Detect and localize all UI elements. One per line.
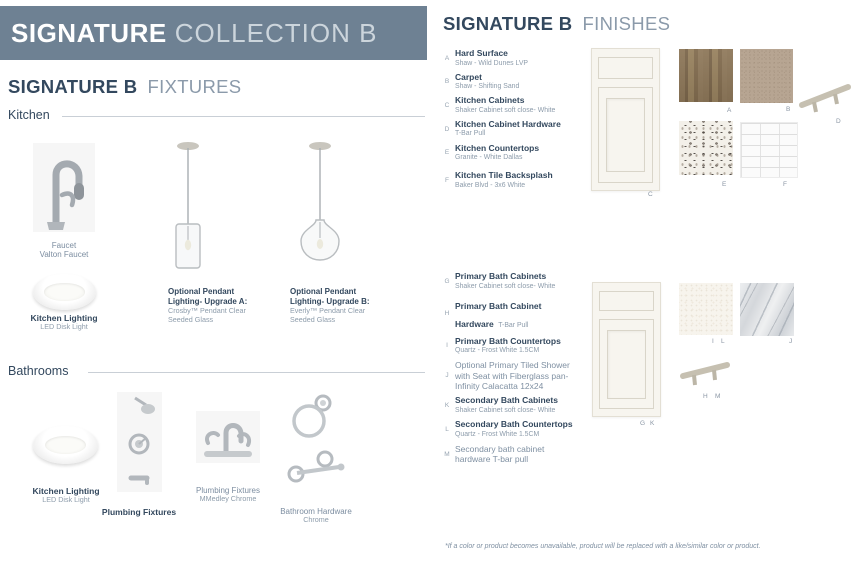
item-title: Kitchen Cabinets bbox=[455, 95, 525, 106]
carpet-swatch bbox=[740, 49, 793, 103]
item-title: Secondary Bath Countertops bbox=[455, 419, 573, 430]
list-item bbox=[443, 171, 579, 190]
kitchen-section-title: Kitchen bbox=[8, 108, 50, 122]
disk-light-lens bbox=[45, 436, 87, 454]
bath-lighting-line2: LED Disk Light bbox=[42, 495, 90, 505]
pendant-a-title: Optional Pendant Lighting- Upgrade A: bbox=[168, 287, 248, 306]
cabinet-door bbox=[598, 87, 653, 183]
subway-tile-swatch bbox=[740, 122, 798, 178]
swatch-label-j: J bbox=[789, 338, 793, 345]
item-subtitle: Shaker Cabinet soft close- White bbox=[455, 106, 556, 114]
item-subtitle: Baker Blvd - 3x6 White bbox=[455, 181, 526, 189]
item-title: Carpet bbox=[455, 71, 482, 82]
towel-ring-icon bbox=[286, 392, 338, 442]
item-subtitle: T-Bar Pull bbox=[455, 130, 486, 138]
cabinet-door-swatch-c bbox=[591, 48, 660, 191]
list-item bbox=[443, 73, 579, 92]
item-letter: K bbox=[444, 402, 450, 410]
list-item bbox=[443, 360, 579, 391]
swatch-label-i: I bbox=[712, 338, 714, 345]
list-item bbox=[443, 49, 579, 68]
tbar-pull-icon bbox=[679, 355, 731, 391]
list-item bbox=[443, 444, 579, 465]
pendant-b-title: Optional Pendant Lighting- Upgrade B: bbox=[290, 287, 370, 306]
pendant-a-image bbox=[163, 140, 213, 270]
item-letter: M bbox=[444, 450, 450, 458]
paper-holder-image bbox=[283, 450, 347, 490]
kitchen-lighting-line1: Kitchen Lighting bbox=[30, 313, 98, 323]
item-title: Optional Primary Tiled Shower with Seat with Fiberglass pan- Infinity Calacatta 12x24 bbox=[455, 360, 570, 392]
item-subtitle: T-Bar Pull bbox=[498, 321, 529, 329]
tbar-pull-swatch-hm bbox=[679, 355, 731, 391]
list-item bbox=[443, 337, 579, 356]
fixtures-heading bbox=[8, 76, 241, 98]
bath-hardware-line2: Chrome bbox=[303, 515, 329, 525]
item-letter: L bbox=[445, 425, 449, 433]
kitchen-rule bbox=[62, 116, 425, 117]
swatch-label-l: L bbox=[721, 338, 725, 345]
item-letter: C bbox=[444, 102, 450, 110]
cabinet-drawer bbox=[599, 291, 654, 311]
bath-faucet-line1: Plumbing Fixtures bbox=[195, 486, 261, 495]
swatch-label-a: A bbox=[727, 107, 732, 114]
pendant-a-caption bbox=[168, 287, 248, 324]
bath-faucet-caption bbox=[186, 486, 270, 504]
bath-faucet-icon bbox=[196, 411, 260, 463]
shower-caption bbox=[97, 507, 181, 517]
pendant-cylinder-icon bbox=[163, 140, 213, 270]
item-letter: E bbox=[444, 149, 450, 157]
faucet-icon bbox=[33, 143, 95, 232]
kitchen-lighting-line2: LED Disk Light bbox=[40, 322, 88, 332]
paper-holder-icon bbox=[283, 450, 347, 490]
item-letter: B bbox=[444, 78, 450, 86]
faucet-caption bbox=[18, 241, 110, 260]
item-title: Kitchen Tile Backsplash bbox=[455, 170, 553, 181]
finishes-heading bbox=[443, 13, 670, 35]
item-letter: H bbox=[444, 310, 450, 318]
bath-faucet-line2: MMedley Chrome bbox=[199, 494, 257, 504]
item-subtitle: Shaw - Shifting Sand bbox=[455, 83, 520, 91]
swatch-label-d: D bbox=[836, 118, 841, 125]
list-item bbox=[443, 296, 579, 332]
item-title: Kitchen Cabinet Hardware bbox=[455, 118, 561, 129]
item-subtitle: Granite - White Dallas bbox=[455, 154, 523, 162]
led-disk-light-image bbox=[33, 274, 96, 310]
item-title: Primary Bath Cabinet Hardware bbox=[455, 300, 542, 329]
bathrooms-section-title: Bathrooms bbox=[8, 364, 69, 378]
swatch-label-e: E bbox=[722, 181, 727, 188]
item-letter: J bbox=[445, 372, 449, 380]
shower-fixtures-image bbox=[117, 392, 162, 492]
pendant-b-image bbox=[294, 140, 346, 264]
collection-title-bold: SIGNATURE bbox=[11, 17, 167, 48]
bath-disk-light-image bbox=[33, 426, 98, 464]
marble-tile-swatch bbox=[740, 283, 794, 336]
tbar-pull-swatch-d bbox=[798, 79, 852, 119]
list-item bbox=[443, 420, 579, 439]
collection-title-light: COLLECTION B bbox=[174, 17, 378, 48]
finishes-heading-bold: SIGNATURE B bbox=[443, 13, 573, 34]
header-band bbox=[0, 6, 427, 60]
item-letter: D bbox=[444, 125, 450, 133]
item-title: Primary Bath Cabinets bbox=[455, 271, 547, 281]
list-item bbox=[443, 96, 579, 115]
cabinet-drawer bbox=[598, 57, 653, 78]
quartz-swatch bbox=[679, 283, 733, 335]
swatch-label-c: C bbox=[648, 191, 653, 198]
cabinet-door bbox=[599, 319, 654, 409]
swatch-label-b: B bbox=[786, 106, 791, 113]
item-title: Secondary Bath Cabinets bbox=[455, 395, 558, 406]
cabinet-panel bbox=[606, 98, 645, 171]
item-title: Kitchen Countertops bbox=[455, 142, 540, 153]
fixtures-heading-bold: SIGNATURE B bbox=[8, 76, 138, 97]
towel-ring-image bbox=[286, 392, 338, 442]
cabinet-panel bbox=[607, 330, 646, 399]
shower-caption-line1: Plumbing Fixtures bbox=[101, 507, 177, 517]
kitchen-lighting-caption bbox=[8, 313, 120, 332]
item-subtitle: Quartz - Frost White 1.5CM bbox=[455, 347, 540, 355]
availability-footnote: *If a color or product becomes unavailable, product will be replaced with a like/similar color or product. bbox=[445, 543, 761, 550]
list-item bbox=[443, 144, 579, 163]
kitchen-faucet-image bbox=[33, 143, 95, 232]
item-letter: A bbox=[444, 54, 450, 62]
disk-light-lens bbox=[44, 283, 84, 300]
item-subtitle: Shaker Cabinet soft close- White bbox=[455, 406, 556, 414]
item-title: Hard Surface bbox=[455, 48, 508, 58]
faucet-caption-line1: Faucet bbox=[51, 241, 77, 250]
item-subtitle: Quartz - Frost White 1.5CM bbox=[455, 430, 540, 438]
item-title: Primary Bath Countertops bbox=[455, 335, 561, 346]
finishes-list-baths bbox=[443, 272, 579, 464]
item-letter: F bbox=[445, 177, 449, 185]
swatch-label-m: M bbox=[715, 393, 721, 400]
swatch-label-h: H bbox=[703, 393, 708, 400]
tbar-pull-icon bbox=[798, 79, 852, 119]
list-item bbox=[443, 120, 579, 139]
wood-floor-swatch bbox=[679, 49, 733, 102]
item-title: Secondary bath cabinet hardware T-bar pull bbox=[455, 443, 545, 465]
finishes-list-kitchen bbox=[443, 49, 579, 190]
bath-hardware-line1: Bathroom Hardware bbox=[280, 507, 352, 516]
pendant-bell-icon bbox=[294, 140, 346, 264]
list-item bbox=[443, 396, 579, 415]
fixtures-heading-light: FIXTURES bbox=[147, 76, 242, 97]
item-subtitle: Shaw - Wild Dunes LVP bbox=[455, 59, 529, 67]
bath-hardware-caption bbox=[271, 507, 361, 525]
list-item bbox=[443, 272, 579, 291]
bathrooms-rule bbox=[88, 372, 425, 373]
bath-lighting-caption bbox=[10, 486, 122, 505]
finishes-heading-light: FINISHES bbox=[582, 13, 671, 34]
bath-faucet-image bbox=[196, 411, 260, 463]
item-letter: G bbox=[444, 277, 450, 285]
item-letter: I bbox=[446, 342, 448, 350]
pendant-b-subtitle: Everly™ Pendant Clear Seeded Glass bbox=[290, 306, 366, 324]
bath-lighting-line1: Kitchen Lighting bbox=[32, 486, 100, 496]
shower-set-icon bbox=[117, 392, 162, 492]
swatch-label-f: F bbox=[783, 181, 787, 188]
pendant-b-caption bbox=[290, 287, 370, 324]
item-subtitle: Shaker Cabinet soft close- White bbox=[455, 282, 556, 290]
swatch-label-k: K bbox=[650, 420, 655, 427]
faucet-caption-line2: Valton Faucet bbox=[39, 250, 89, 260]
granite-swatch bbox=[679, 121, 733, 175]
swatch-label-g: G bbox=[640, 420, 646, 427]
cabinet-door-swatch-gk bbox=[592, 282, 661, 417]
pendant-a-subtitle: Crosby™ Pendant Clear Seeded Glass bbox=[168, 306, 246, 324]
